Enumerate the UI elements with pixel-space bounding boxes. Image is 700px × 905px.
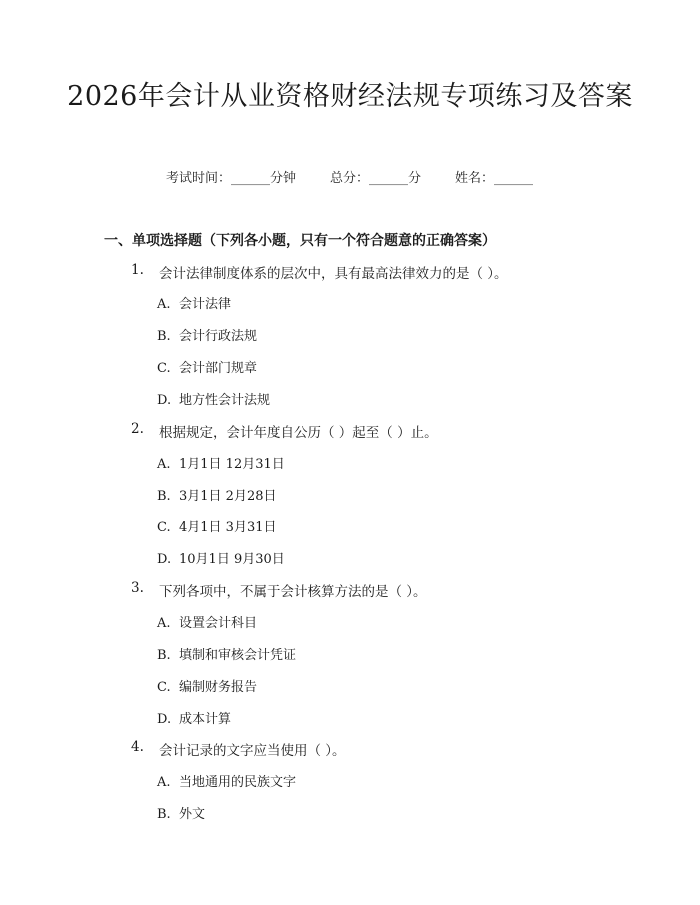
question-text: 下列各项中，不属于会计核算方法的是（ ）。 [159, 584, 427, 600]
option-letter: A. [157, 775, 171, 790]
option-item [157, 612, 257, 631]
option-item [157, 771, 296, 790]
question-text: 会计法律制度体系的层次中，具有最高法律效力的是（ ）。 [159, 266, 508, 282]
option-text: 当地通用的民族文字 [179, 775, 297, 790]
option-text: 编制财务报告 [179, 680, 258, 695]
question-number: 3. [131, 580, 144, 596]
option-item [157, 325, 257, 344]
option-letter: A. [157, 297, 171, 312]
option-letter: A. [157, 616, 171, 631]
option-text: 4月1日 3月31日 [179, 520, 277, 535]
total-score-field: 总分：______分 [330, 171, 422, 186]
option-item [157, 453, 285, 472]
option-text: 成本计算 [179, 712, 232, 727]
option-text: 外文 [179, 807, 206, 822]
option-letter: C. [157, 361, 171, 376]
option-item [157, 644, 296, 663]
option-item [157, 516, 277, 535]
name-field: 姓名：______ [455, 171, 534, 186]
option-text: 地方性会计法规 [179, 393, 271, 408]
option-letter: B. [157, 489, 171, 504]
section-heading: 一、单项选择题（下列各小题，只有一个符合题意的正确答案） [104, 233, 496, 249]
option-text: 设置会计科目 [179, 616, 258, 631]
option-item [157, 389, 270, 408]
option-item [157, 357, 257, 376]
option-letter: D. [157, 712, 172, 727]
question-text: 根据规定，会计年度自公历（ ）起至（ ）止。 [159, 425, 438, 441]
option-letter: B. [157, 329, 171, 344]
option-letter: D. [157, 552, 172, 567]
option-letter: A. [157, 457, 171, 472]
question-number: 1. [131, 262, 144, 278]
option-item [157, 548, 285, 567]
question-number: 4. [131, 739, 144, 755]
option-text: 会计法律 [179, 297, 232, 312]
option-item [157, 485, 277, 504]
option-letter: C. [157, 680, 171, 695]
option-letter: B. [157, 648, 171, 663]
option-text: 1月1日 12月31日 [179, 457, 285, 472]
option-text: 填制和审核会计凭证 [179, 648, 297, 663]
option-text: 会计部门规章 [179, 361, 258, 376]
option-item [157, 708, 231, 727]
option-text: 会计行政法规 [179, 329, 258, 344]
option-text: 10月1日 9月30日 [179, 552, 285, 567]
option-text: 3月1日 2月28日 [179, 489, 277, 504]
question-number: 2. [131, 421, 144, 437]
option-letter: C. [157, 520, 171, 535]
document-title: 2026年会计从业资格财经法规专项练习及答案 [67, 81, 633, 112]
option-letter: D. [157, 393, 172, 408]
option-item [157, 676, 257, 695]
option-item [157, 803, 205, 822]
option-item [157, 293, 231, 312]
exam-time-field: 考试时间：______分钟 [166, 171, 297, 186]
question-text: 会计记录的文字应当使用（ ）。 [159, 743, 346, 759]
option-letter: B. [157, 807, 171, 822]
